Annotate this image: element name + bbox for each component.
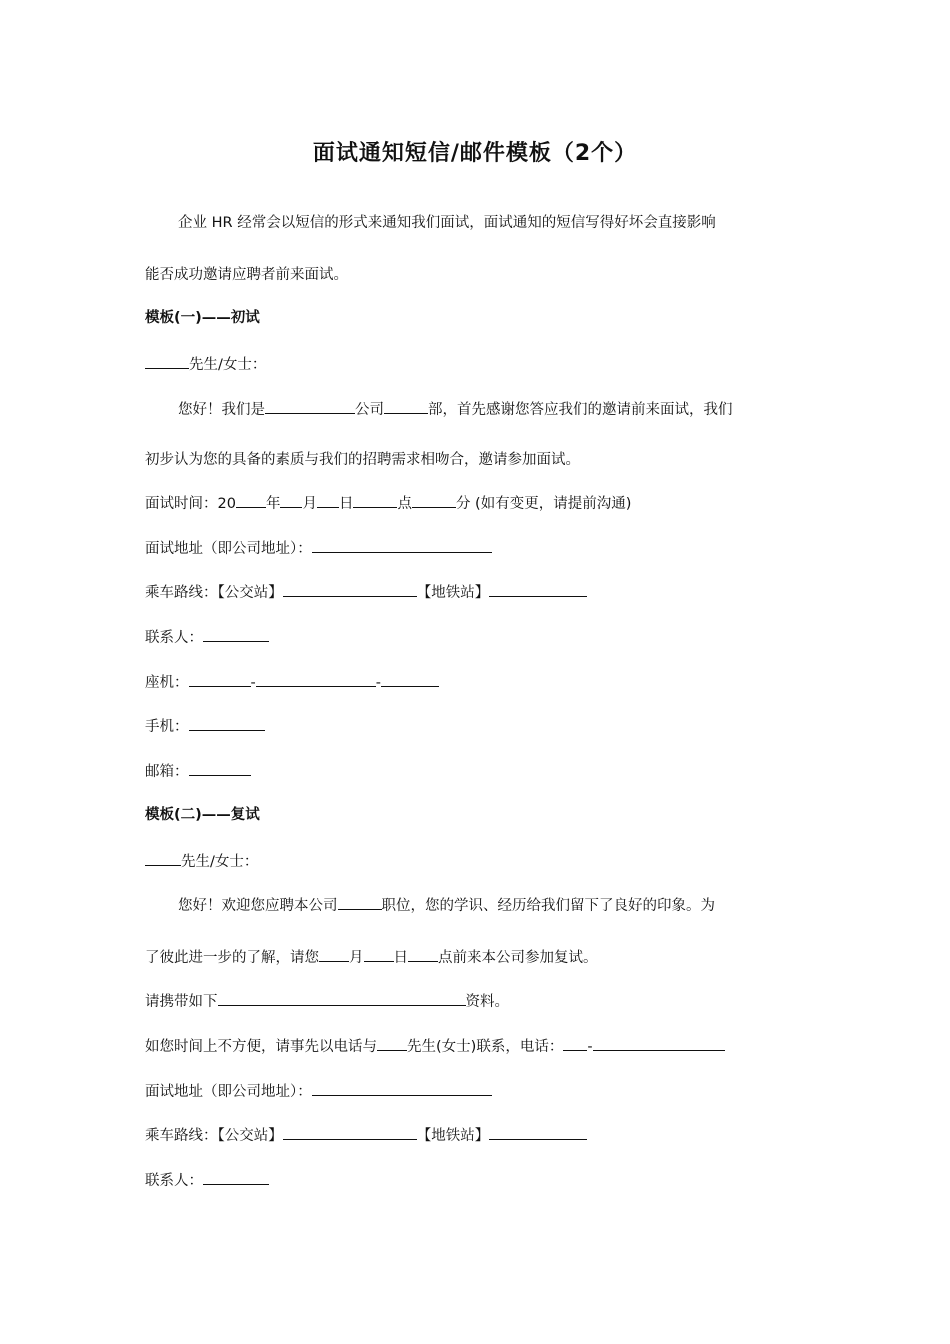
t1-interview-time: 面试时间：20 年 月 日 点 分 (如有变更，请提前沟通)	[145, 492, 631, 514]
page-title: 面试通知短信/邮件模板（2个）	[312, 141, 638, 166]
template-2-heading: 模板(二)——复试	[145, 807, 260, 823]
t2-call-notice: 如您时间上不方便，请事先以电话与 先生(女士)联系，电话： -	[145, 1035, 725, 1057]
month-blank	[280, 492, 302, 508]
intro-line-1: 企业 HR 经常会以短信的形式来通知我们面试，面试通知的短信写得好坏会直接影响	[178, 215, 716, 231]
mobile-blank	[189, 715, 265, 731]
t2-address: 面试地址（即公司地址）：	[145, 1080, 492, 1102]
company-blank	[265, 398, 355, 414]
name-blank	[145, 353, 189, 369]
t1-email: 邮箱：	[145, 760, 251, 782]
t1-address: 面试地址（即公司地址）：	[145, 537, 492, 559]
area-code-blank	[189, 671, 251, 687]
metro-station-blank	[489, 1124, 587, 1140]
area-code-blank	[563, 1035, 587, 1051]
t2-salutation: 先生/女士：	[145, 850, 258, 872]
t1-route: 乘车路线：【公交站】 【地铁站】	[145, 581, 587, 603]
day-blank	[317, 492, 339, 508]
t1-landline: 座机： - -	[145, 671, 439, 693]
month-blank	[319, 946, 349, 962]
materials-blank	[218, 990, 466, 1006]
t2-route: 乘车路线：【公交站】 【地铁站】	[145, 1124, 587, 1146]
bus-stop-blank	[283, 1124, 417, 1140]
t1-paragraph-line-1: 您好！我们是 公司 部，首先感谢您答应我们的邀请前来面试，我们	[178, 398, 733, 420]
minute-blank	[412, 492, 456, 508]
extension-blank	[381, 671, 439, 687]
t2-paragraph-line-1: 您好！欢迎您应聘本公司 职位，您的学识、经历给我们留下了良好的印象。为	[178, 894, 715, 916]
number-blank	[256, 671, 376, 687]
address-blank	[312, 537, 492, 553]
t1-paragraph-line-2: 初步认为您的具备的素质与我们的招聘需求相吻合，邀请参加面试。	[145, 452, 580, 468]
metro-station-blank	[489, 581, 587, 597]
bus-stop-blank	[283, 581, 417, 597]
hour-blank	[353, 492, 397, 508]
phone-blank	[593, 1035, 725, 1051]
address-blank	[312, 1080, 492, 1096]
t1-salutation: 先生/女士：	[145, 353, 266, 375]
department-blank	[384, 398, 428, 414]
t2-contact: 联系人：	[145, 1169, 269, 1191]
hour-blank	[408, 946, 438, 962]
t2-bring-materials: 请携带如下 资料。	[145, 990, 509, 1012]
contact-blank	[203, 1169, 269, 1185]
email-blank	[189, 760, 251, 776]
t1-contact: 联系人：	[145, 626, 269, 648]
year-blank	[236, 492, 266, 508]
t2-paragraph-line-2: 了彼此进一步的了解，请您 月 日 点前来本公司参加复试。	[145, 946, 598, 968]
day-blank	[364, 946, 394, 962]
contact-name-blank	[377, 1035, 407, 1051]
template-1-heading: 模板(一)——初试	[145, 310, 260, 326]
contact-blank	[203, 626, 269, 642]
position-blank	[338, 894, 382, 910]
name-blank	[145, 850, 181, 866]
t1-mobile: 手机：	[145, 715, 265, 737]
intro-line-2: 能否成功邀请应聘者前来面试。	[145, 267, 348, 283]
